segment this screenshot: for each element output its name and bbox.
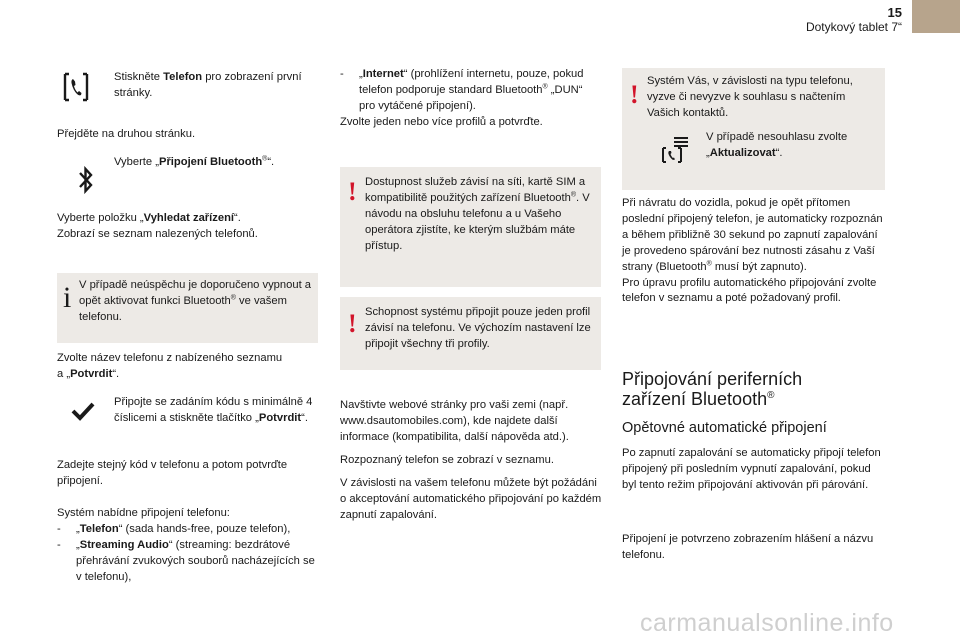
text-fragment: pro zobrazení první stránky.: [114, 71, 302, 99]
instruction-next-page: Přejděte na druhou stránku.: [57, 128, 196, 140]
list-dash: -: [340, 68, 344, 80]
text-fragment: “.: [234, 212, 241, 224]
instruction-enter-code: [114, 395, 314, 427]
telephone-keyword: Telefon: [79, 522, 119, 535]
list-item: [57, 538, 319, 586]
recognized-phone-text: Rozpoznaný telefon se zobrazí v seznamu.: [340, 454, 554, 466]
connection-confirmed-text: Připojení je potvrzeno zobrazením hlášení a názvu telefonu.: [622, 533, 874, 561]
list-item: [57, 522, 319, 538]
confirm-keyword: Potvrdit: [258, 411, 302, 424]
warning-box-services: [340, 167, 601, 287]
modify-profile-text: Pro úpravu profilu automatického připojování zvolte telefon v seznamu a poté požadovaný profil.: [622, 276, 877, 305]
registered-mark: ®: [706, 259, 712, 267]
instruction-search-devices: [57, 211, 317, 243]
auto-reconnect-text: Po zapnutí zapalování se automaticky připojí telefon připojený při posledním vypnutí zapalování, pokud byl tento režim připojování aktivován při párování.: [622, 447, 881, 491]
warning-icon: !: [348, 177, 357, 206]
text-fragment: V případě neúspěchu je doporučeno vypnout a opět aktivovat funkci Bluetooth: [79, 279, 312, 307]
profiles-list-continued: [340, 67, 600, 131]
watermark: carmanualsonline.info: [640, 609, 894, 637]
registered-mark: ®: [230, 294, 236, 302]
search-keyword: Vyhledat zařízení: [143, 212, 235, 224]
instruction-select-profiles: Zvolte jeden nebo více profilů a potvrďte.: [340, 115, 543, 128]
website-info: Navštivte webové stránky pro vaši zemi (např. www.dsautomobiles.com), kde najdete další informace (kompatibilita, další nápověda atd.).: [340, 399, 569, 443]
list-intro: Systém nabídne připojení telefonu:: [57, 507, 230, 519]
page-header: Dotykový tablet 7“: [805, 20, 902, 34]
registered-mark: ®: [262, 155, 268, 163]
phone-icon: [63, 72, 89, 102]
text-fragment: „DUN“ pro vytáčené připojení).: [359, 83, 583, 112]
text-fragment: „: [76, 538, 80, 551]
phone-keyword: Telefon: [163, 71, 203, 83]
warning-icon: !: [348, 309, 357, 338]
list-dash: -: [57, 538, 61, 551]
instruction-select-bluetooth: [114, 155, 314, 171]
page-number: 15: [887, 5, 902, 20]
text-fragment: “.: [775, 146, 783, 159]
info-icon: i: [63, 281, 72, 314]
text-fragment: . V návodu na obsluhu telefonu a u Vašeho operátora zjistíte, ke kterým službám máte přístup.: [365, 191, 590, 252]
text-fragment: Vyberte položku „: [57, 212, 144, 224]
registered-mark: ®: [570, 191, 577, 199]
list-dash: -: [57, 522, 61, 535]
section-title-line: zařízení Bluetooth: [622, 388, 768, 409]
bluetooth-keyword: Připojení Bluetooth: [158, 156, 263, 168]
section-title-line: Připojování periferních: [622, 369, 803, 389]
return-vehicle-text: [622, 196, 887, 307]
text-fragment: „: [76, 522, 80, 535]
registered-mark: ®: [542, 83, 548, 91]
text-line: Zvolte název telefonu z nabízeného seznamu: [57, 352, 283, 364]
streaming-keyword: Streaming Audio: [79, 538, 169, 551]
confirm-keyword: Potvrdit: [70, 367, 113, 380]
text-fragment: Při návratu do vozidla, pokud je opět přítomen poslední připojený telefon, je automaticky rozpoznán a během přibližně 30 sekund po zapnutí zapalování je provedeno spárování bez nutnosti zásahu z Vaší strany (Bluetooth: [622, 197, 883, 273]
text-fragment: ve vašem telefonu.: [79, 294, 287, 323]
warning-text: Systém Vás, v závislosti na typu telefonu, vyzve či nevyzve k souhlasu s načtením Vašich kontaktů.: [647, 75, 853, 119]
warning-text: [365, 175, 597, 255]
update-instruction: [706, 130, 881, 162]
update-keyword: Aktualizovat: [709, 146, 776, 159]
check-icon: [71, 401, 95, 421]
info-text: [79, 278, 311, 326]
instruction-press-phone: [114, 70, 314, 102]
text-fragment: Stiskněte: [114, 71, 164, 83]
internet-keyword: Internet: [362, 68, 404, 80]
text-fragment: “ (prohlížení internetu, pouze, pokud telefon podporuje standard Bluetooth: [359, 68, 584, 96]
text-fragment: Připojte se zadáním kódu s minimálně 4 číslicemi a stiskněte tlačítko „: [114, 396, 313, 424]
corner-tab: [912, 0, 960, 33]
auto-connect-text: V závislosti na vašem telefonu můžete být požádáni o akceptování automatického připojování po každém zapnutí zapalování.: [340, 477, 602, 521]
instruction-same-code: Zadejte stejný kód v telefonu a potom potvrďte připojení.: [57, 459, 288, 487]
text-fragment: “.: [267, 156, 275, 168]
text-fragment: Dostupnost služeb závisí na síti, kartě SIM a kompatibilitě použitých zařízení Bluetooth: [365, 176, 586, 204]
text-fragment: “ (sada hands-free, pouze telefon),: [118, 522, 291, 535]
text-fragment: musí být zapnuto).: [711, 260, 807, 273]
text-fragment: V případě nesouhlasu zvolte „: [706, 131, 848, 159]
text-fragment: „: [359, 68, 363, 80]
warning-text: Schopnost systému připojit pouze jeden profil závisí na telefonu. Ve výchozím nastavení lze připojit všechny tři profily.: [365, 306, 591, 350]
section-title: [622, 370, 892, 410]
profiles-list: [57, 506, 319, 586]
warning-box-profile: [340, 297, 601, 370]
list-item: [340, 67, 600, 115]
registered-mark: ®: [767, 389, 775, 401]
instruction-choose-phone: [57, 351, 319, 383]
info-box: [57, 273, 318, 343]
warning-box-contacts: [622, 68, 885, 190]
text-line: Zobrazí se seznam nalezených telefonů.: [57, 227, 258, 240]
warning-icon: !: [630, 80, 639, 109]
text-fragment: “ (streaming: bezdrátové přehrávání zvukových souborů nacházejících se v telefonu),: [76, 538, 315, 583]
bluetooth-icon: [78, 164, 94, 196]
text-fragment: “.: [301, 411, 308, 424]
phone-list-icon: [660, 134, 690, 164]
text-fragment: Vyberte „: [114, 156, 159, 168]
text-fragment: “.: [112, 367, 120, 380]
subsection-title: Opětovné automatické připojení: [622, 420, 827, 436]
text-fragment: a „: [57, 367, 71, 380]
